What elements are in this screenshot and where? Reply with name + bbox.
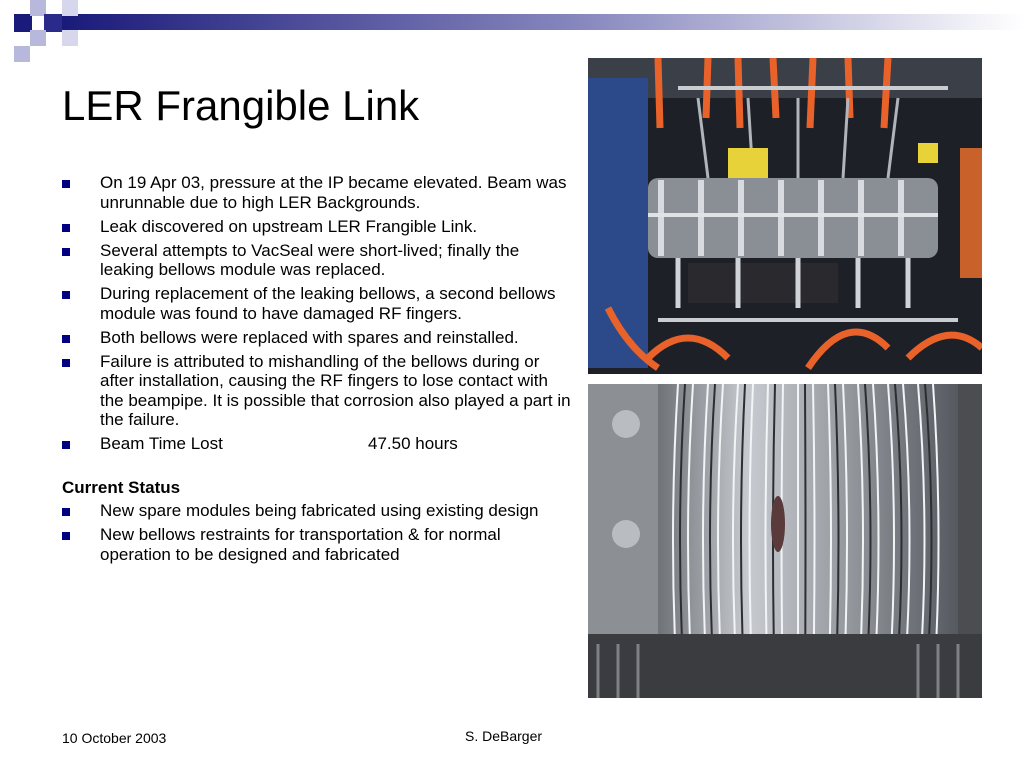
beam-time-label: Beam Time Lost — [100, 434, 223, 453]
header-decoration — [0, 0, 1024, 62]
bullet-item: Failure is attributed to mishandling of the bellows during or after installation, causing the RF fingers to lose contact with the beampipe. It is possible that corrosion also played a part in the failure. — [62, 352, 572, 430]
footer-author: S. DeBarger — [465, 728, 543, 744]
bullet-item: Several attempts to VacSeal were short-lived; finally the leaking bellows module was replaced. — [62, 241, 572, 280]
bullet-list — [62, 173, 572, 454]
bullet-item: Both bellows were replaced with spares and reinstalled. — [62, 328, 572, 348]
status-item: New spare modules being fabricated using existing design — [62, 501, 572, 521]
status-item: New bellows restraints for transportation & for normal operation to be designed and fabricated — [62, 525, 572, 564]
beam-time-item — [62, 434, 572, 454]
slide-title: LER Frangible Link — [62, 82, 420, 129]
bullet-item: On 19 Apr 03, pressure at the IP became elevated. Beam was unrunnable due to high LER Backgrounds. — [62, 173, 572, 212]
footer-date: 10 October 2003 — [62, 730, 167, 746]
bellows-assembly-photo — [588, 58, 982, 374]
beam-time-value: 47.50 hours — [368, 434, 458, 453]
bellows-closeup-photo — [588, 384, 982, 698]
bullet-item: Leak discovered on upstream LER Frangible Link. — [62, 217, 572, 237]
slide-body — [62, 173, 572, 569]
bullet-item: During replacement of the leaking bellows, a second bellows module was found to have damaged RF fingers. — [62, 284, 572, 323]
status-list — [62, 501, 572, 564]
status-heading: Current Status — [62, 477, 181, 497]
